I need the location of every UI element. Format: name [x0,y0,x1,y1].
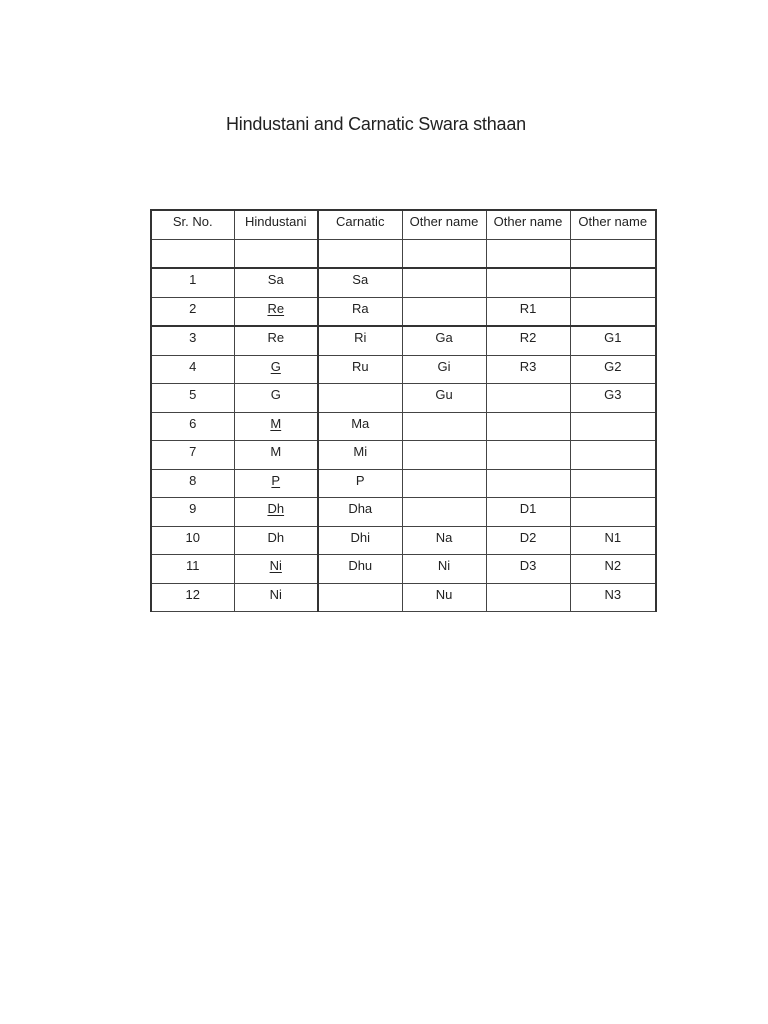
cell-hindustani: Ni [234,583,318,612]
cell-other-name-2: D3 [486,555,570,584]
cell-hindustani: G [234,355,318,384]
cell-sr-no: 2 [151,297,234,326]
cell-hindustani [234,239,318,268]
cell-carnatic: Mi [318,441,402,470]
cell-hindustani: M [234,441,318,470]
table-row [151,239,656,268]
cell-other-name-2: R2 [486,326,570,355]
cell-other-name-2: D1 [486,498,570,527]
cell-other-name-3: G3 [570,384,656,413]
cell-hindustani: Re [234,297,318,326]
cell-hindustani: Ni [234,555,318,584]
cell-hindustani: M [234,412,318,441]
table-row [151,268,656,297]
cell-sr-no: 6 [151,412,234,441]
cell-other-name-1 [402,498,486,527]
cell-carnatic: Ru [318,355,402,384]
table-row [151,498,656,527]
cell-other-name-3 [570,297,656,326]
cell-carnatic: P [318,469,402,498]
table-row [151,384,656,413]
cell-hindustani: Sa [234,268,318,297]
cell-hindustani: Dh [234,498,318,527]
cell-other-name-2: D2 [486,526,570,555]
cell-carnatic: Dhu [318,555,402,584]
cell-sr-no: 1 [151,268,234,297]
cell-other-name-2 [486,239,570,268]
cell-other-name-1 [402,239,486,268]
cell-other-name-3 [570,412,656,441]
cell-hindustani: Re [234,326,318,355]
cell-other-name-3 [570,239,656,268]
cell-other-name-3: G2 [570,355,656,384]
cell-other-name-1 [402,412,486,441]
cell-sr-no: 7 [151,441,234,470]
cell-sr-no: 10 [151,526,234,555]
cell-other-name-3 [570,268,656,297]
cell-other-name-2 [486,469,570,498]
cell-hindustani: Dh [234,526,318,555]
table-row [151,355,656,384]
header-other-name-3: Other name [570,210,656,239]
cell-other-name-3 [570,469,656,498]
table-row [151,297,656,326]
cell-other-name-1: Gu [402,384,486,413]
cell-other-name-3: N3 [570,583,656,612]
header-carnatic: Carnatic [318,210,402,239]
cell-other-name-1: Ga [402,326,486,355]
cell-other-name-1: Na [402,526,486,555]
page-title: Hindustani and Carnatic Swara sthaan [226,114,526,134]
header-other-name-2: Other name [486,210,570,239]
swara-table [150,209,657,612]
table-row [151,412,656,441]
cell-other-name-3 [570,441,656,470]
cell-other-name-1 [402,469,486,498]
cell-other-name-1 [402,297,486,326]
cell-other-name-3: N2 [570,555,656,584]
cell-other-name-2 [486,583,570,612]
cell-carnatic: Sa [318,268,402,297]
cell-other-name-1 [402,268,486,297]
cell-other-name-1: Gi [402,355,486,384]
cell-other-name-2: R3 [486,355,570,384]
cell-carnatic: Dha [318,498,402,527]
cell-sr-no: 8 [151,469,234,498]
cell-carnatic [318,239,402,268]
cell-other-name-2 [486,384,570,413]
table-row [151,469,656,498]
cell-other-name-2 [486,268,570,297]
header-hindustani: Hindustani [234,210,318,239]
cell-sr-no: 5 [151,384,234,413]
cell-other-name-1: Nu [402,583,486,612]
table-row [151,555,656,584]
cell-other-name-2 [486,441,570,470]
cell-sr-no: 4 [151,355,234,384]
table-row [151,583,656,612]
cell-other-name-2 [486,412,570,441]
cell-carnatic: Ma [318,412,402,441]
cell-other-name-1 [402,441,486,470]
cell-sr-no: 12 [151,583,234,612]
cell-sr-no: 11 [151,555,234,584]
table-row [151,526,656,555]
table-row [151,326,656,355]
cell-other-name-3: N1 [570,526,656,555]
cell-sr-no: 9 [151,498,234,527]
table-body [151,239,656,612]
cell-sr-no [151,239,234,268]
cell-sr-no: 3 [151,326,234,355]
cell-hindustani: P [234,469,318,498]
cell-carnatic: Ra [318,297,402,326]
cell-carnatic: Ri [318,326,402,355]
header-sr-no: Sr. No. [151,210,234,239]
cell-other-name-1: Ni [402,555,486,584]
cell-carnatic [318,384,402,413]
cell-other-name-3: G1 [570,326,656,355]
cell-carnatic [318,583,402,612]
cell-other-name-2: R1 [486,297,570,326]
cell-other-name-3 [570,498,656,527]
table-row [151,441,656,470]
cell-carnatic: Dhi [318,526,402,555]
header-other-name-1: Other name [402,210,486,239]
cell-hindustani: G [234,384,318,413]
table-header-row [151,210,656,239]
